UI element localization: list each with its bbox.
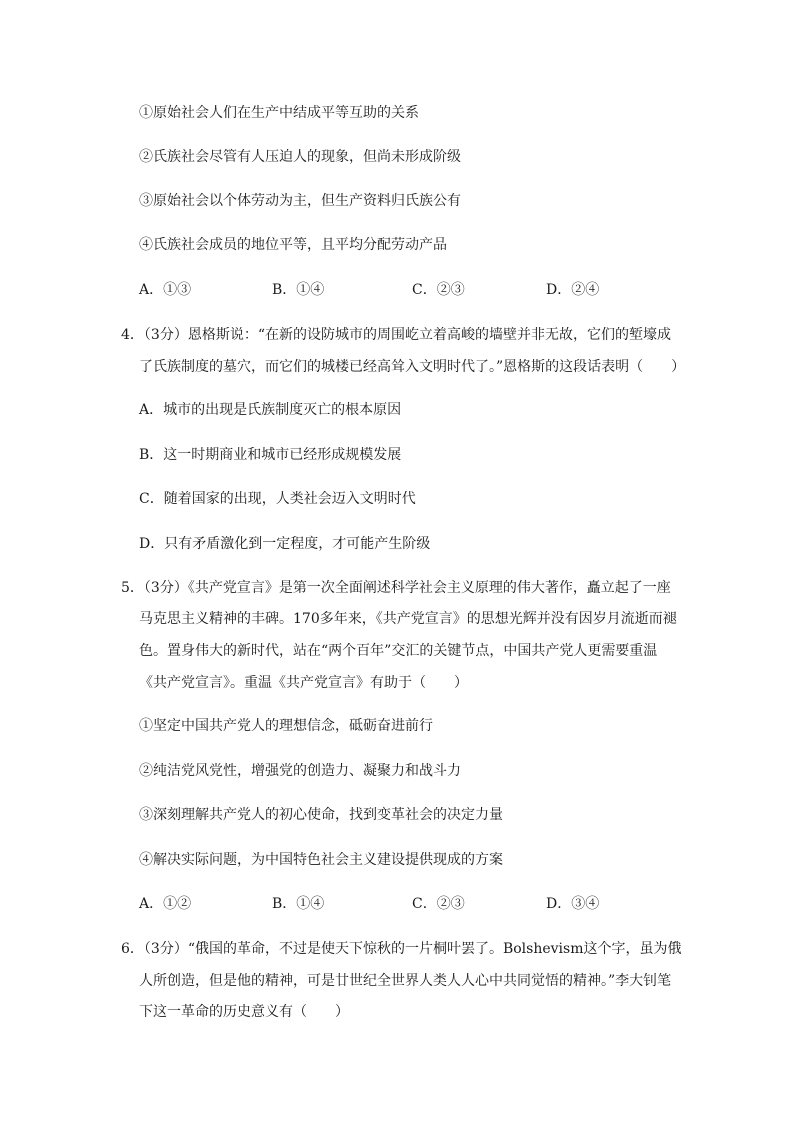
q5-stem-line-4: 《共产党宣言》。重温《共产党宣言》有助于（ ）: [139, 675, 468, 691]
q6-stem-line-2: 人所创造，但是他的精神，可是廿世纪全世界人类人人心中共同觉悟的精神。”李大钊笔: [139, 973, 672, 989]
q5-stem-line-2: 马克思主义精神的丰碑。170多年来，《共产党宣言》的思想光辉并没有因岁月流逝而褪: [139, 611, 677, 627]
q5-option-c: C．②③: [412, 896, 465, 912]
q5-statement-4: ④解决实际问题，为中国特色社会主义建设提供现成的方案: [139, 852, 503, 868]
q5-option-d: D．③④: [546, 896, 600, 912]
q3-statement-1: ①原始社会人们在生产中结成平等互助的关系: [139, 105, 419, 121]
q4-stem-line-2: 了氏族制度的墓穴，而它们的城楼已经高耸入文明时代了。”恩格斯的这段话表明（ ）: [139, 359, 686, 375]
q6-stem-line-1: 6．（3分）“俄国的革命，不过是使天下惊秋的一片桐叶罢了。Bolshevism这个字，虽为俄: [121, 941, 682, 957]
q4-option-c: C．随着国家的出现，人类社会迈入文明时代: [139, 491, 416, 507]
q4-option-d: D．只有矛盾激化到一定程度，才可能产生阶级: [139, 536, 431, 552]
q3-option-c: C．②③: [412, 282, 465, 298]
q3-option-b: B．①④: [272, 282, 325, 298]
q6-stem-line-3: 下这一革命的历史意义有（ ）: [139, 1004, 349, 1020]
q3-option-d: D．②④: [546, 282, 600, 298]
q3-statement-3: ③原始社会以个体劳动为主，但生产资料归氏族公有: [139, 193, 461, 209]
q4-option-b: B．这一时期商业和城市已经形成规模发展: [139, 447, 402, 463]
q3-option-a: A．①③: [139, 282, 192, 298]
q5-option-a: A．①②: [139, 896, 192, 912]
q5-statement-3: ③深刻理解共产党人的初心使命，找到变革社会的决定力量: [139, 807, 503, 823]
q3-statement-2: ②氏族社会尽管有人压迫人的现象，但尚未形成阶级: [139, 149, 461, 165]
q5-statement-1: ①坚定中国共产党人的理想信念，砥砺奋进前行: [139, 718, 433, 734]
q5-stem-line-3: 色。置身伟大的新时代，站在“两个百年”交汇的关键节点，中国共产党人更需要重温: [139, 643, 658, 659]
q4-option-a: A．城市的出现是氏族制度灭亡的根本原因: [139, 402, 402, 418]
q4-stem-line-1: 4．（3分）恩格斯说：“在新的设防城市的周围屹立着高峻的墙壁并非无故，它们的堑壕成: [121, 327, 671, 343]
q5-option-b: B．①④: [272, 896, 325, 912]
q3-statement-4: ④氏族社会成员的地位平等，且平均分配劳动产品: [139, 237, 447, 253]
q5-stem-line-1: 5．（3分）《共产党宣言》是第一次全面阐述科学社会主义原理的伟大著作，矗立起了一座: [121, 580, 671, 596]
q5-statement-2: ②纯洁党风党性，增强党的创造力、凝聚力和战斗力: [139, 763, 461, 779]
